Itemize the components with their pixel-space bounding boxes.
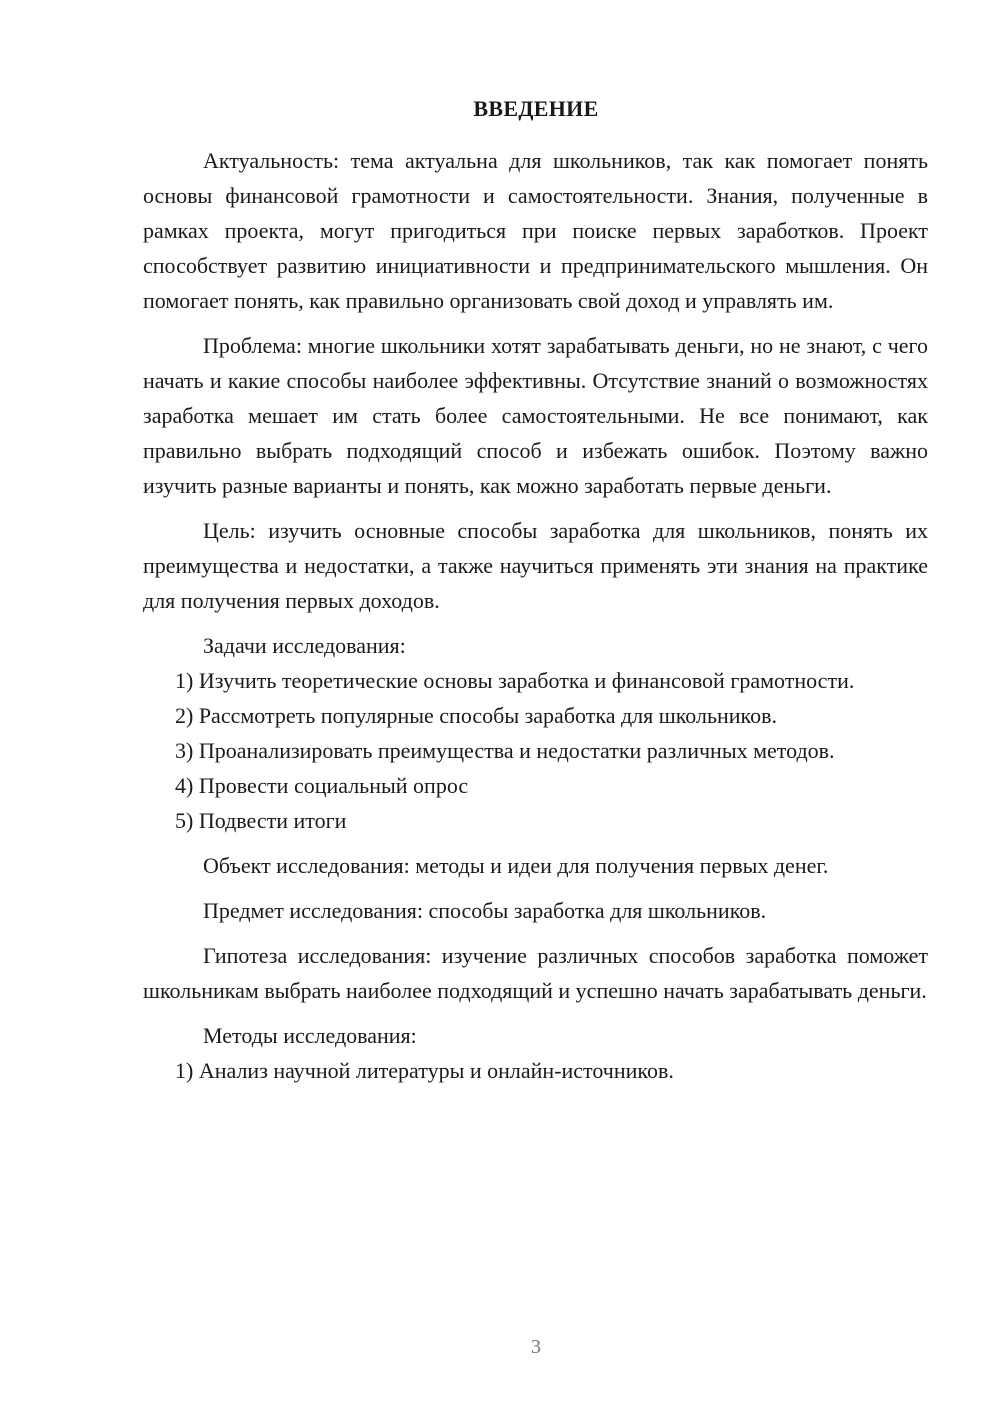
page-number: 3	[531, 1336, 541, 1358]
paragraph-relevance: Актуальность: тема актуальна для школьников, так как помогает понять основы финансовой грамотности и самостоятельности. Знания, полученные в рамках проекта, могут пригодиться при поиске первых заработков. Проект способствует развитию инициативности и предпринимательского мышления. Он помогает понять, как правильно организовать свой доход и управлять им.	[143, 148, 928, 313]
document-body	[143, 143, 928, 1088]
methods-title: Методы исследования:	[203, 1023, 417, 1048]
page-title: ВВЕДЕНИЕ	[473, 96, 599, 121]
list-item-method-1: 1) Анализ научной литературы и онлайн-источников.	[175, 1058, 674, 1083]
tasks-title: Задачи исследования:	[203, 633, 406, 658]
paragraph-subject: Предмет исследования: способы заработка для школьников.	[203, 898, 767, 923]
list-item-task-4: 4) Провести социальный опрос	[175, 773, 469, 798]
list-item-task-3: 3) Проанализировать преимущества и недостатки различных методов.	[175, 738, 835, 763]
paragraph-goal: Цель: изучить основные способы заработка для школьников, понять их преимущества и недостатки, а также научиться применять эти знания на практике для получения первых доходов.	[143, 518, 928, 613]
paragraph-object: Объект исследования: методы и идеи для получения первых денег.	[203, 853, 829, 878]
list-item-task-5: 5) Подвести итоги	[175, 808, 347, 833]
paragraph-problem: Проблема: многие школьники хотят зарабатывать деньги, но не знают, с чего начать и какие способы наиболее эффективны. Отсутствие знаний о возможностях заработка мешает им стать более самостоятельными. Не все понимают, как правильно выбрать подходящий способ и избежать ошибок. Поэтому важно изучить разные варианты и понять, как можно заработать первые деньги.	[143, 333, 928, 498]
list-item-task-1: 1) Изучить теоретические основы заработка и финансовой грамотности.	[175, 668, 855, 693]
list-item-task-2: 2) Рассмотреть популярные способы заработка для школьников.	[175, 703, 777, 728]
paragraph-hypothesis: Гипотеза исследования: изучение различных способов заработка поможет школьникам выбрать наиболее подходящий и успешно начать зарабатывать деньги.	[143, 943, 928, 1003]
